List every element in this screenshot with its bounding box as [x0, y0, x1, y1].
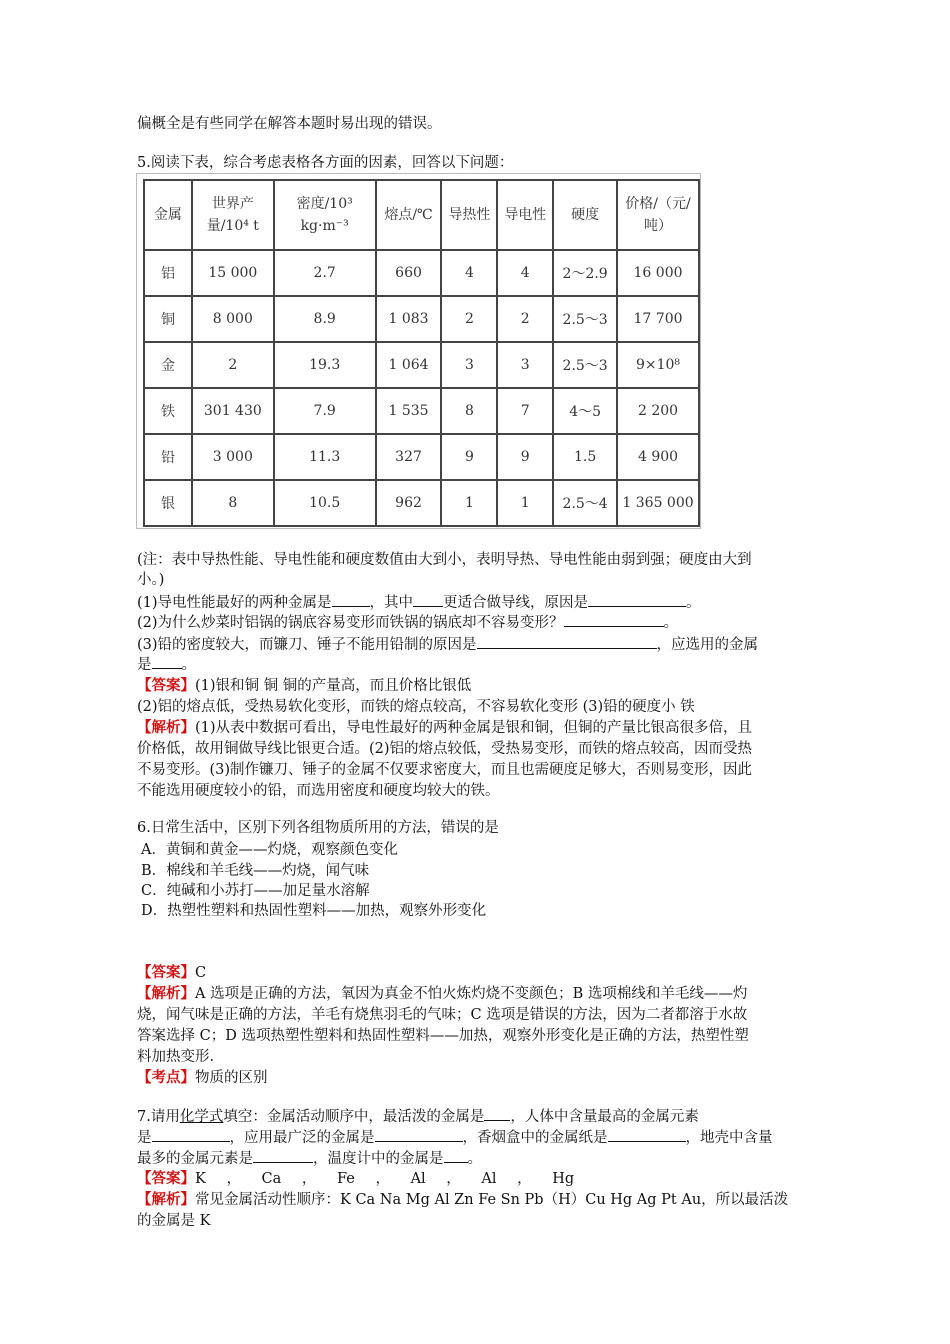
q7-line3-text-c: 。 — [467, 1151, 482, 1167]
table-row — [144, 434, 699, 480]
table-cell: 2.5～3 — [553, 296, 617, 342]
table-cell: 17 700 — [617, 296, 699, 342]
q5-sub3-cont — [137, 654, 832, 675]
header-hardness: 硬度 — [553, 180, 617, 250]
table-cell: 8 — [192, 480, 274, 526]
q7-answer-text: K ， Ca ， Fe ， Al ， Al ， Hg — [195, 1171, 575, 1187]
answer-tag: 【答案】 — [137, 964, 195, 981]
q7-stem-text-a: 7.请用 — [137, 1109, 180, 1125]
q5-analysis-line2: 价格低，故用铜做导线比银更合适。(2)铝的熔点较低，受热易变形，而铁的熔点较高，因而受热 — [137, 741, 753, 757]
q7-line3 — [137, 1148, 832, 1169]
answer-blank[interactable] — [484, 1106, 510, 1121]
table-cell: 2～2.9 — [553, 250, 617, 296]
table-row — [144, 296, 699, 342]
table-cell: 2.5～3 — [553, 342, 617, 388]
q5-sub1 — [137, 592, 832, 613]
table-cell: 19.3 — [274, 342, 376, 388]
table-cell: 2 — [441, 296, 497, 342]
table-cell: 1 — [441, 480, 497, 526]
answer-blank[interactable] — [413, 592, 443, 607]
q5-answer-line2: (2)铝的熔点低，受热易软化变形，而铁的熔点较高，不容易软化变形 (3)铅的硬度小 铁 — [137, 699, 695, 715]
header-production: 世界产量/10⁴ t — [192, 180, 274, 250]
q7-analysis — [137, 1190, 832, 1210]
q5-sub3-text-c: 是 — [137, 657, 152, 673]
table-cell: 15 000 — [192, 250, 274, 296]
table-cell: 1 365 000 — [617, 480, 699, 526]
table-cell: 7.9 — [274, 388, 376, 434]
q5-note-line2: 小。) — [137, 572, 165, 588]
q5-sub1-text-c: 更适合做导线，原因是 — [443, 595, 589, 611]
table-row — [144, 388, 699, 434]
q5-sub1-text-b: ，其中 — [369, 595, 414, 611]
q5-note-line1: (注：表中导热性能、导电性能和硬度数值由大到小，表明导热、导电性能由弱到强；硬度由大到 — [137, 552, 752, 568]
answer-blank[interactable] — [152, 1127, 230, 1142]
header-electrical: 导电性 — [497, 180, 553, 250]
table-cell: 4 900 — [617, 434, 699, 480]
table-cell: 铜 — [144, 296, 192, 342]
q5-sub2-text-a: (2)为什么炒菜时铝锅的锅底容易变形而铁锅的锅底却不容易变形？ — [137, 615, 564, 631]
table-cell: 660 — [376, 250, 442, 296]
table-cell: 7 — [497, 388, 553, 434]
q7-stem-underlined: 化学式 — [179, 1109, 224, 1125]
table-cell: 银 — [144, 480, 192, 526]
answer-blank[interactable] — [477, 634, 657, 649]
answer-blank[interactable] — [444, 1148, 468, 1163]
table-cell: 11.3 — [274, 434, 376, 480]
q5-stem: 5.阅读下表，综合考虑表格各方面的因素，回答以下问题： — [137, 155, 514, 171]
answer-blank[interactable] — [253, 1148, 313, 1163]
q6-answer-text: C — [195, 965, 207, 981]
header-price: 价格/（元/吨） — [617, 180, 699, 250]
q6-stem: 6.日常生活中，区别下列各组物质所用的方法，错误的是 — [137, 820, 499, 836]
header-melting-point: 熔点/℃ — [376, 180, 442, 250]
table-cell: 金 — [144, 342, 192, 388]
table-cell: 301 430 — [192, 388, 274, 434]
q5-sub2-text-b: 。 — [663, 615, 679, 631]
header-density: 密度/10³ kg·m⁻³ — [274, 180, 376, 250]
table-row — [144, 342, 699, 388]
table-cell: 2 — [192, 342, 274, 388]
q5-analysis-text1: (1)从表中数据可看出，导电性最好的两种金属是银和铜，但铜的产量比银高很多倍，且 — [195, 720, 753, 736]
q6-option-a: A．黄铜和黄金——灼烧，观察颜色变化 — [141, 842, 398, 858]
q6-analysis-line4: 料加热变形. — [137, 1049, 215, 1065]
q6-option-b: B．棉线和羊毛线——灼烧，闻气味 — [141, 863, 370, 879]
answer-tag: 【答案】 — [137, 677, 195, 694]
table-cell: 8 — [441, 388, 497, 434]
q7-line2-text-b: ，应用最广泛的金属是 — [229, 1130, 375, 1146]
metal-properties-table — [143, 179, 700, 527]
table-cell: 1 064 — [376, 342, 442, 388]
table-cell: 3 — [441, 342, 497, 388]
q5-sub1-text-d: 。 — [686, 595, 701, 611]
table-cell: 8 000 — [192, 296, 274, 342]
q5-answer-text1: (1)银和铜 铜 铜的产量高，而且价格比银低 — [195, 678, 472, 694]
q7-line2 — [137, 1127, 832, 1148]
q5-sub3-text-a: (3)铅的密度较大，而镰刀、锤子不能用铅制的原因是 — [137, 637, 477, 653]
table-cell: 16 000 — [617, 250, 699, 296]
header-thermal: 导热性 — [441, 180, 497, 250]
q7-line3-text-b: ，温度计中的金属是 — [313, 1151, 444, 1167]
table-cell: 327 — [376, 434, 442, 480]
table-cell: 1 083 — [376, 296, 442, 342]
point-tag: 【考点】 — [137, 1069, 195, 1086]
table-cell: 4 — [497, 250, 553, 296]
table-row — [144, 250, 699, 296]
table-cell: 铅 — [144, 434, 192, 480]
answer-blank[interactable] — [332, 592, 370, 607]
table-cell: 1 — [497, 480, 553, 526]
analysis-tag: 【解析】 — [137, 719, 195, 736]
q7-analysis-text1: 常见金属活动性顺序：K Ca Na Mg Al Zn Fe Sn Pb（H）Cu Hg Ag Pt Au，所以最活泼 — [195, 1192, 789, 1208]
q5-sub2 — [137, 612, 832, 633]
q7-line2-text-d: ，地壳中含量 — [685, 1130, 773, 1146]
table-cell: 2 — [497, 296, 553, 342]
table-cell: 962 — [376, 480, 442, 526]
metal-properties-table-frame — [136, 173, 701, 529]
table-cell: 9 — [441, 434, 497, 480]
table-cell: 9 — [497, 434, 553, 480]
answer-blank[interactable] — [564, 612, 664, 627]
q7-stem — [137, 1106, 832, 1127]
q5-sub3 — [137, 634, 832, 655]
table-cell: 8.9 — [274, 296, 376, 342]
table-header-row — [144, 180, 699, 250]
table-cell: 1.5 — [553, 434, 617, 480]
q6-analysis-text1: A 选项是正确的方法，氧因为真金不怕火炼灼烧不变颜色；B 选项棉线和羊毛线——灼 — [195, 986, 748, 1002]
q5-analysis — [137, 718, 832, 738]
table-cell: 10.5 — [274, 480, 376, 526]
answer-tag: 【答案】 — [137, 1170, 195, 1187]
q7-stem-text-b: 填空：金属活动顺序中，最活泼的金属是 — [223, 1109, 485, 1125]
table-cell: 3 — [497, 342, 553, 388]
q6-point-text: 物质的区别 — [195, 1070, 268, 1086]
intro-text: 偏概全是有些同学在解答本题时易出现的错误。 — [137, 116, 442, 132]
table-cell: 2.5～4 — [553, 480, 617, 526]
q7-line2-text-a: 是 — [137, 1130, 152, 1146]
table-cell: 1 535 — [376, 388, 442, 434]
answer-blank[interactable] — [375, 1127, 463, 1142]
q5-answer — [137, 676, 832, 696]
q7-analysis-line2: 的金属是 K — [137, 1213, 211, 1229]
q7-answer — [137, 1169, 832, 1189]
q5-sub1-text-a: (1)导电性能最好的两种金属是 — [137, 595, 332, 611]
header-metal: 金属 — [144, 180, 192, 250]
q7-line3-text-a: 最多的金属元素是 — [137, 1151, 253, 1167]
table-cell: 2.7 — [274, 250, 376, 296]
answer-blank[interactable] — [588, 592, 686, 607]
q5-analysis-line4: 不能选用硬度较小的铅，而选用密度和硬度均较大的铁。 — [137, 783, 500, 799]
table-row — [144, 480, 699, 526]
q6-point — [137, 1068, 832, 1088]
q5-sub3-text-b: ，应选用的金属 — [656, 637, 759, 653]
q6-answer — [137, 963, 832, 983]
table-cell: 9×10⁸ — [617, 342, 699, 388]
q6-analysis — [137, 984, 832, 1004]
q6-analysis-line3: 答案选择 C；D 选项热塑性塑料和热固性塑料——加热，观察外形变化是正确的方法，热塑性塑 — [137, 1028, 749, 1044]
answer-blank[interactable] — [152, 654, 182, 669]
q7-stem-text-c: ，人体中含量最高的金属元素 — [510, 1109, 699, 1125]
table-cell: 铝 — [144, 250, 192, 296]
q7-line2-text-c: ，香烟盒中的金属纸是 — [462, 1130, 608, 1146]
q6-option-d: D．热塑性塑料和热固性塑料——加热，观察外形变化 — [141, 903, 487, 919]
table-cell: 3 000 — [192, 434, 274, 480]
answer-blank[interactable] — [608, 1127, 686, 1142]
analysis-tag: 【解析】 — [137, 1191, 195, 1208]
q5-analysis-line3: 不易变形。(3)制作镰刀、锤子的金属不仅要求密度大，而且也需硬度足够大，否则易变形，因此 — [137, 762, 753, 778]
table-cell: 2 200 — [617, 388, 699, 434]
q5-sub3-text-d: 。 — [181, 657, 196, 673]
q6-analysis-line2: 烧，闻气味是正确的方法，羊毛有烧焦羽毛的气味；C 选项是错误的方法，因为二者都溶于水故 — [137, 1007, 748, 1023]
table-cell: 铁 — [144, 388, 192, 434]
table-cell: 4 — [441, 250, 497, 296]
table-cell: 4～5 — [553, 388, 617, 434]
analysis-tag: 【解析】 — [137, 985, 195, 1002]
q6-option-c: C．纯碱和小苏打——加足量水溶解 — [141, 883, 370, 899]
